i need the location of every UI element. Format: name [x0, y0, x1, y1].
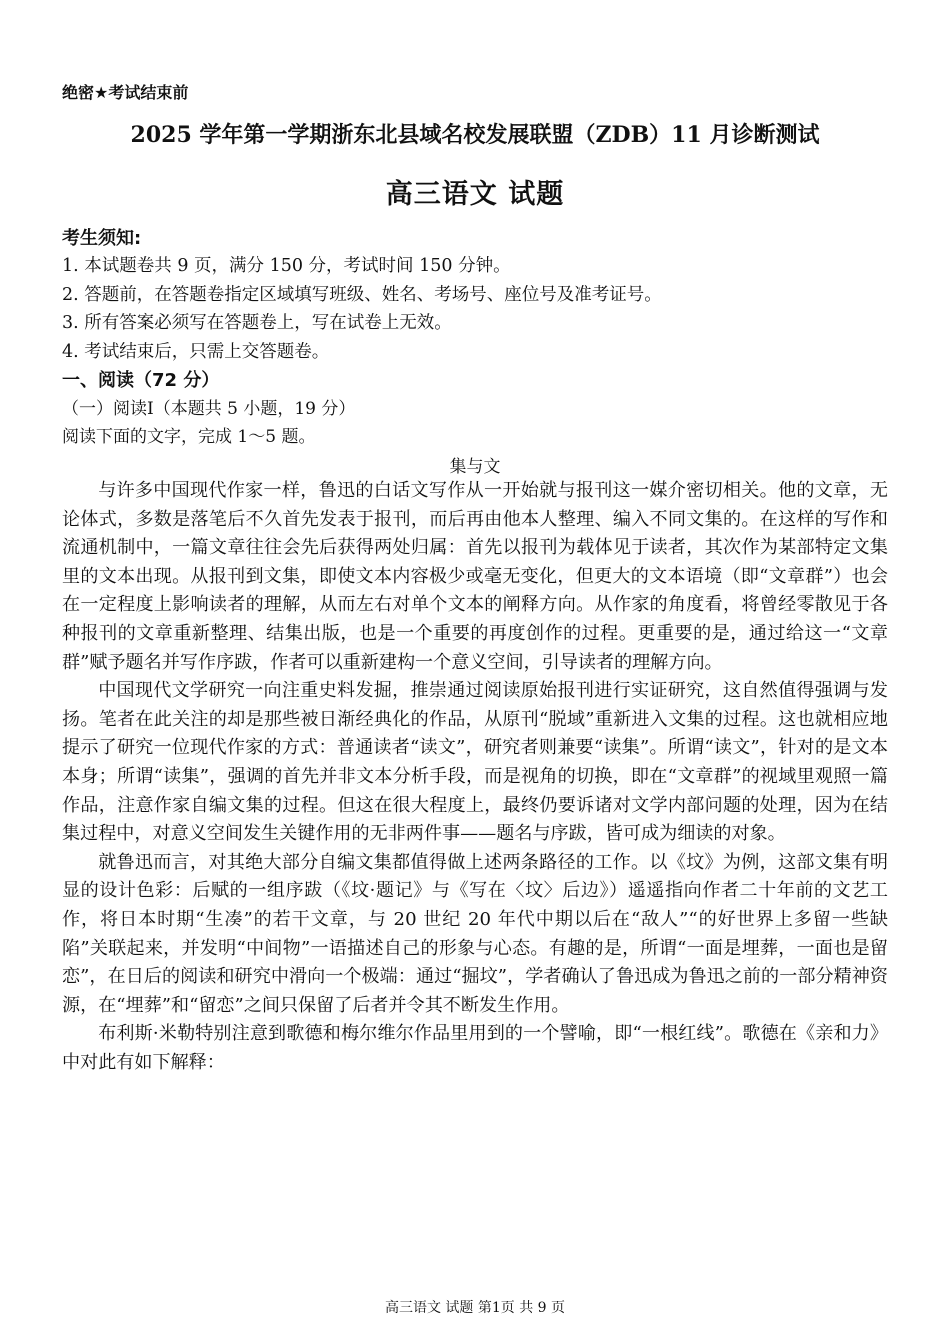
passage-paragraph: 就鲁迅而言，对其绝大部分自编文集都值得做上述两条路径的工作。以《坟》为例，这部文集有明显的设计色彩：后赋的一组序跋（《坟·题记》与《写在〈坟〉后边》）遥遥指向作者二十年前的文艺工作，将日本时期“生凑”的若干文章，与 20 世纪 20 年代中期以后在“敌人”“的好世界上多留一些缺陷”关联起来，并发明“中间物”一语描述自己的形象与心态。有趣的是，所谓“一面是埋葬，一面也是留恋”，在日后的阅读和研究中滑向一个极端：通过“掘坟”，学者确认了鲁迅成为鲁迅之前的一部分精神资源，在“埋葬”和“留恋”之间只保留了后者并令其不断发生作用。: [62, 851, 888, 1016]
page-footer: 高三语文 试题 第1页 共 9 页: [384, 1300, 566, 1316]
notice-item: 4. 考试结束后，只需上交答题卷。: [62, 341, 330, 362]
notice-list: [62, 252, 662, 366]
reading-instruction: 阅读下面的文字，完成 1～5 题。: [62, 427, 316, 447]
confidential-label: 绝密★考试结束前: [62, 83, 189, 102]
passage-title: 集与文: [449, 457, 501, 477]
subject-title: 高三语文 试题: [385, 179, 565, 210]
passage-paragraph: 中国现代文学研究一向注重史料发掘，推崇通过阅读原始报刊进行实证研究，这自然值得强调与发扬。笔者在此关注的却是那些被日渐经典化的作品，从原刊“脱域”重新进入文集的过程。这也就相应地提示了研究一位现代作家的方式：普通读者“读文”，研究者则兼要“读集”。所谓“读文”，针对的是文本本身；所谓“读集”，强调的首先并非文本分析手段，而是视角的切换，即在“文章群”的视域里观照一篇作品，注意作家自编文集的过程。但这在很大程度上，最终仍要诉诸对文学内部问题的处理，因为在结集过程中，对意义空间发生关键作用的无非两件事——题名与序跋，皆可成为细读的对象。: [62, 680, 888, 845]
notice-item: 3. 所有答案必须写在答题卷上，写在试卷上无效。: [62, 313, 452, 333]
passage-paragraph: 布利斯·米勒特别注意到歌德和梅尔维尔作品里用到的一个譬喻，即“一根红线”。歌德在《亲和力》中对此有如下解释：: [62, 1023, 888, 1073]
exam-title: 2025 学年第一学期浙东北县域名校发展联盟（ZDB）11 月诊断测试: [130, 122, 820, 148]
part-heading: （一）阅读Ⅰ（本题共 5 小题，19 分）: [62, 399, 356, 419]
notice-item: 1. 本试题卷共 9 页，满分 150 分，考试时间 150 分钟。: [62, 256, 511, 276]
notice-item: 2. 答题前，在答题卷指定区域填写班级、姓名、考场号、座位号及准考证号。: [62, 284, 662, 305]
passage-body: [62, 477, 888, 1077]
section-heading: 一、阅读（72 分）: [62, 370, 220, 391]
notice-heading: 考生须知:: [62, 228, 142, 249]
passage-paragraph: 与许多中国现代作家一样，鲁迅的白话文写作从一开始就与报刊这一媒介密切相关。他的文章，无论体式，多数是落笔后不久首先发表于报刊，而后再由他本人整理、编入不同文集的。在这样的写作和流通机制中，一篇文章往往会先后获得两处归属：首先以报刊为载体见于读者，其次作为某部特定文集里的文本出现。从报刊到文集，即使文本内容极少或毫无变化，但更大的文本语境（即“文章群”）也会在一定程度上影响读者的理解，从而左右对单个文本的阐释方向。从作家的角度看，将曾经零散见于各种报刊的文章重新整理、结集出版，也是一个重要的再度创作的过程。更重要的是，通过给这一“文章群”赋予题名并写作序跋，作者可以重新建构一个意义空间，引导读者的理解方向。: [62, 480, 888, 673]
